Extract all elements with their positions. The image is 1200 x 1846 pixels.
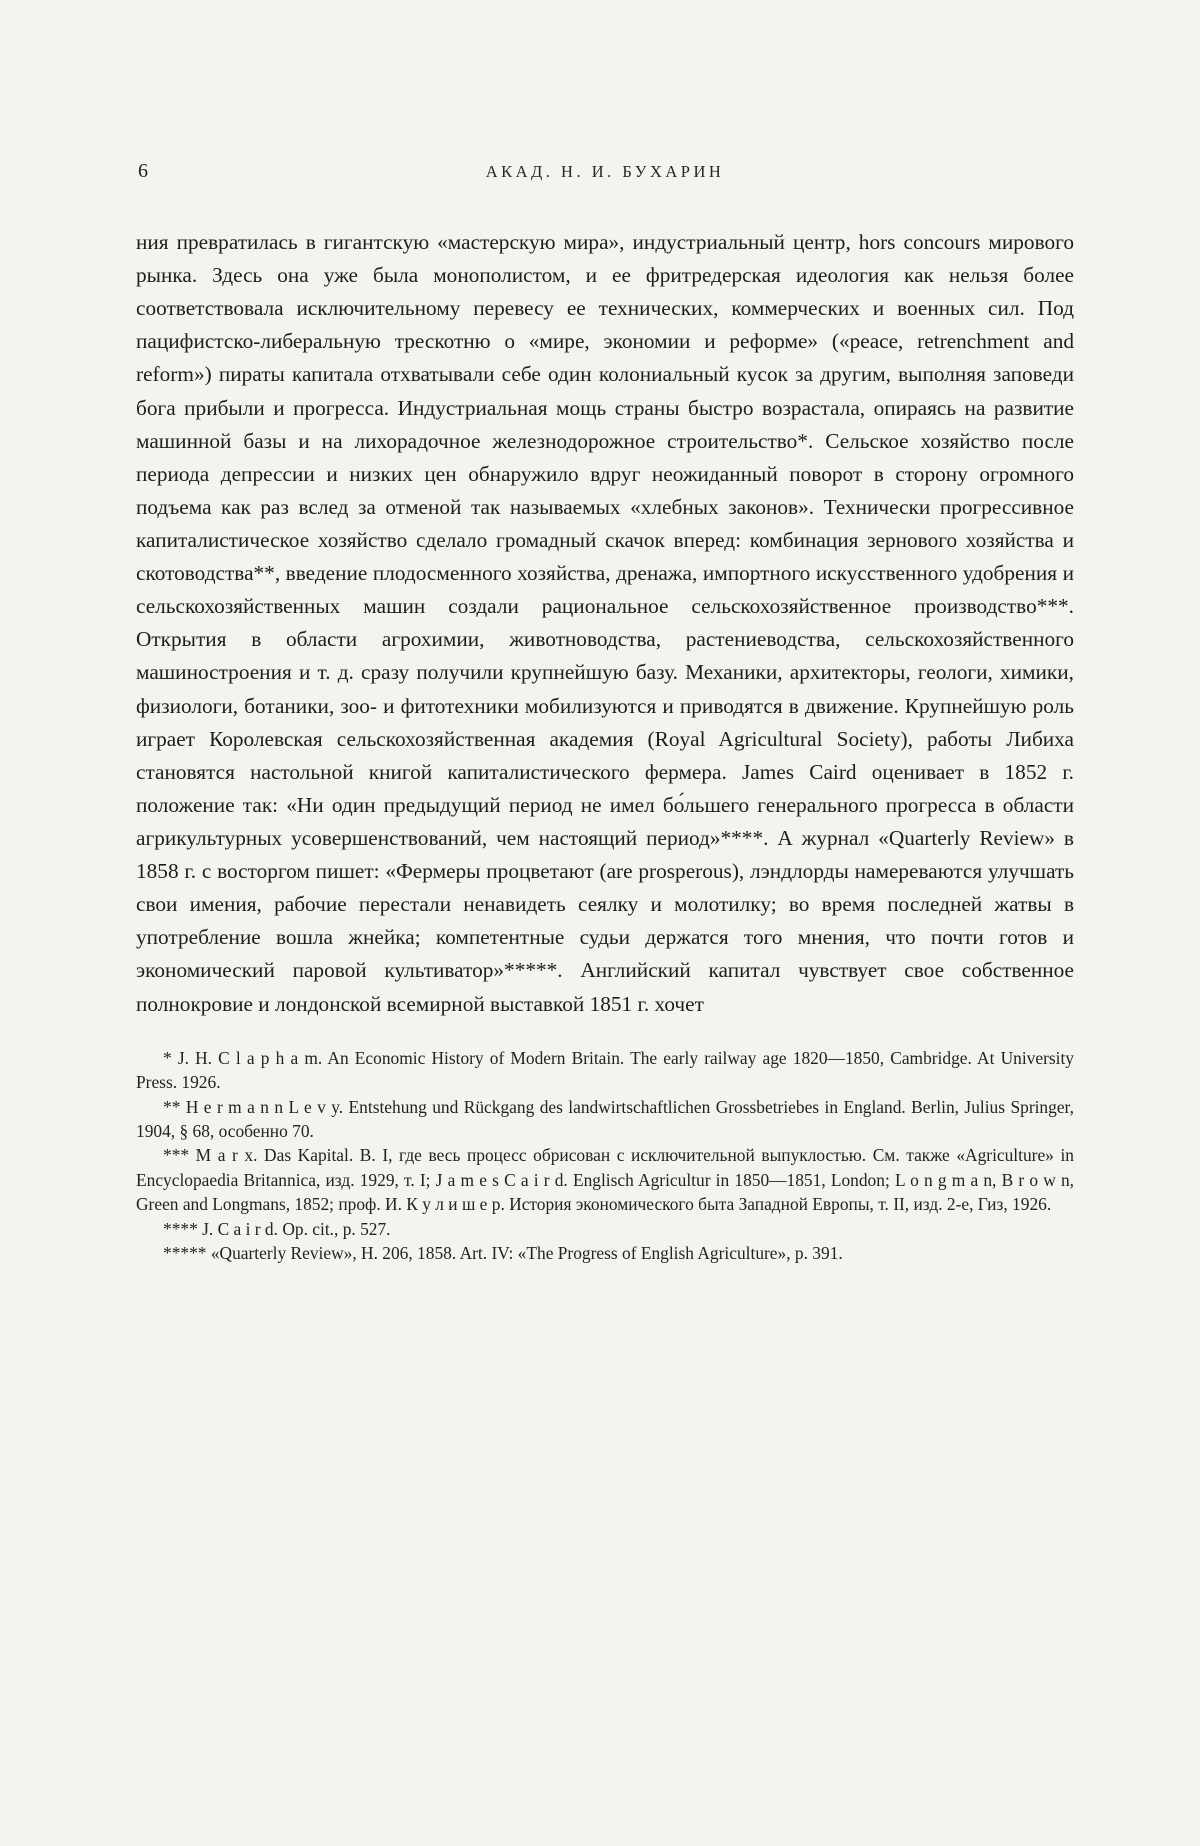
footnote-item: **** J. C a i r d. Op. cit., p. 527. (163, 1218, 391, 1239)
footnote-item: ** H e r m a n n L e v y. Entstehung und Rückgang des landwirtschaftlichen Grossbetriebes in England. Berlin, Julius Springer, 1904, § 68, особенно 70. (136, 1096, 1074, 1141)
footnote-item: ***** «Quarterly Review», H. 206, 1858. Art. IV: «The Progress of English Agriculture», p. 391. (163, 1243, 843, 1264)
footnote-item: * J. H. C l a p h a m. An Economic History of Modern Britain. The early railway age 1820—1850, Cambridge. At University Press. 1926. (136, 1047, 1074, 1093)
footnotes-section (136, 1046, 1074, 1266)
running-head: АКАД. Н. И. БУХАРИН (485, 162, 725, 181)
page-number: 6 (138, 160, 149, 182)
footnote-item: *** M a r x. Das Kapital. B. I, где весь процесс обрисован с исключительной выпуклостью. См. также «Agriculture» in Encyclopaedia Britannica, изд. 1929, т. I; J a m e s C a i r d. Englisch Agricultur in 1850—1851, London; L o n g m a n, B r o w n, Green and Longmans, 1852; проф. И. К у л и ш е р. История экономического быта Западной Европы, т. II, изд. 2-е, Гиз, 1926. (136, 1145, 1074, 1215)
body-paragraph: ния превратилась в гигантскую «мастерскую мира», индустриальный центр, hors concours мирового рынка. Здесь она уже была монополистом, и ее фритредерская идеология как нельзя более соответствовала исключительному перевесу ее технических, коммерческих и военных сил. Под пацифистско-либеральную трескотню о «мире, экономии и реформе» («peace, retrenchment and reform») пираты капитала отхватывали себе один колониальный кусок за другим, выполняя заповеди бога прибыли и прогресса. Индустриальная мощь страны быстро возрастала, опираясь на развитие машинной базы и на лихорадочное железнодорожное строительство*. Сельское хозяйство после периода депрессии и низких цен обнаружило вдруг неожиданный поворот в сторону огромного подъема как раз вслед за отменой так называемых «хлебных законов». Технически прогрессивное капиталистическое хозяйство сделало громадный скачок вперед: комбинация зернового хозяйства и скотоводства**, введение плодосменного хозяйства, дренажа, импортного искусственного удобрения и сельскохозяйственных машин создали рациональное сельскохозяйственное производство***. Открытия в области агрохимии, животноводства, растениеводства, сельскохозяйственного машиностроения и т. д. сразу получили крупнейшую базу. Механики, архитекторы, геологи, химики, физиологи, ботаники, зоо- и фитотехники мобилизуются и приводятся в движение. Крупнейшую роль играет Королевская сельскохозяйственная академия (Royal Agricultural Society), работы Либиха становятся настольной книгой капиталистического фермера. James Caird оценивает в 1852 г. положение так: «Ни один предыдущий период не имел бо́льшего генерального прогресса в области агрикультурных усовершенствований, чем настоящий период»****. А журнал «Quarterly Review» в 1858 г. с восторгом пишет: «Фермеры процветают (are prosperous), лэндлорды намереваются улучшать свои имения, рабочие перестали ненавидеть сеялку и молотилку; во время последней жатвы в употребление вошла жнейка; компетентные судьи держатся того мнения, что почти готов и экономический паровой культиватор»*****. Английский капитал чувствует свое собственное полнокровие и лондонской всемирной выставкой 1851 г. хочет (136, 230, 1074, 1016)
page-header (136, 160, 1074, 188)
